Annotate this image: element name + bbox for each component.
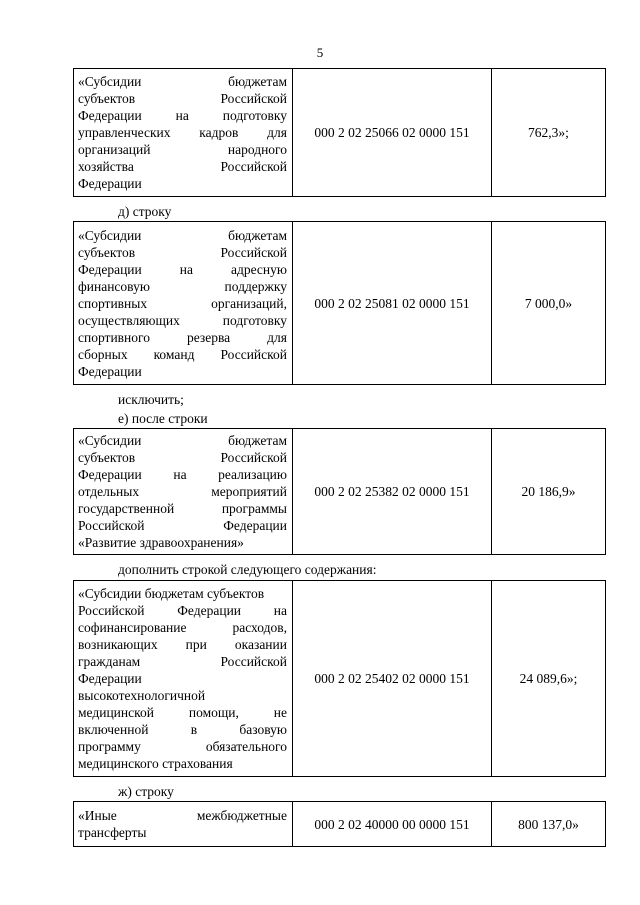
name-word: медицинского страхования: [78, 756, 233, 771]
name-word: Российской: [78, 518, 145, 533]
name-line: [78, 329, 287, 346]
name-word: медицинской: [78, 705, 154, 720]
amount-value: 24 089,6»;: [492, 581, 606, 777]
name-word: программу: [78, 739, 141, 754]
name-word: Федерации: [78, 363, 142, 379]
name-word: сборных: [78, 346, 128, 362]
name-word: при: [185, 637, 207, 652]
budget-item-name: [74, 69, 293, 197]
name-word: базовую: [239, 722, 287, 737]
name-word: поддержку: [224, 278, 287, 294]
amount-value: 800 137,0»: [492, 802, 606, 847]
instruction-text: ж) строку: [118, 784, 174, 799]
name-word: программы: [221, 501, 287, 516]
name-word: для: [267, 329, 287, 345]
budget-classification-code: 000 2 02 25382 02 0000 151: [293, 429, 492, 555]
name-word: народного: [227, 142, 287, 157]
name-line: [78, 670, 287, 687]
name-word: в: [190, 722, 198, 737]
budget-classification-code: 000 2 02 25402 02 0000 151: [293, 581, 492, 777]
name-word: Федерации: [78, 261, 142, 277]
budget-table: [73, 68, 606, 197]
budget-classification-code: 000 2 02 40000 00 0000 151: [293, 802, 492, 847]
page-number: 5: [316, 45, 324, 60]
name-line: [78, 636, 287, 653]
instruction-text: дополнить строкой следующего содержания:: [118, 562, 377, 577]
name-word: субъектов: [78, 91, 136, 106]
name-word: финансовую: [78, 278, 150, 294]
name-word: спортивных: [78, 295, 148, 311]
name-word: Российской: [220, 450, 287, 465]
table-row: [74, 802, 606, 847]
name-word: Федерации: [78, 467, 142, 482]
name-line: [78, 312, 287, 329]
name-line: [78, 721, 287, 738]
name-line: [78, 466, 287, 483]
name-line: [78, 261, 287, 278]
name-word: на: [273, 603, 287, 618]
name-line: [78, 483, 287, 500]
name-word: включенной: [78, 722, 149, 737]
name-word: бюджетам: [228, 74, 287, 89]
name-word: Федерации: [78, 176, 142, 191]
instruction-text: д) строку: [118, 204, 172, 219]
name-word: гражданам: [78, 654, 141, 669]
name-line: [78, 738, 287, 755]
budget-item-name: [74, 429, 293, 555]
name-line: [78, 449, 287, 466]
name-line: [78, 534, 287, 551]
name-word: кадров: [199, 125, 239, 140]
budget-table: [73, 801, 606, 847]
budget-item-name: [74, 222, 293, 385]
name-word: адресную: [230, 261, 287, 277]
name-line: [78, 517, 287, 534]
amount-value: 7 000,0»: [492, 222, 606, 385]
name-word: обязательного: [205, 739, 287, 754]
instruction-text: е) после строки: [118, 411, 208, 426]
amount-value: 762,3»;: [492, 69, 606, 197]
name-line: [78, 585, 287, 602]
name-word: мероприятий: [211, 484, 287, 499]
table-row: [74, 429, 606, 555]
name-word: высокотехнологичной: [78, 688, 206, 703]
name-word: резерва: [186, 329, 231, 345]
name-line: [78, 175, 287, 192]
name-word: не: [273, 705, 287, 720]
name-line: [78, 602, 287, 619]
name-line: [78, 107, 287, 124]
name-word: Федерации: [78, 671, 142, 686]
name-word: Федерации: [78, 108, 142, 123]
name-word: субъектов: [78, 244, 136, 260]
name-word: Российской: [78, 603, 145, 618]
budget-classification-code: 000 2 02 25081 02 0000 151: [293, 222, 492, 385]
name-word: Федерации: [223, 518, 287, 533]
name-word: для: [267, 125, 287, 140]
name-line: [78, 653, 287, 670]
name-line: [78, 346, 287, 363]
name-line: [78, 704, 287, 721]
name-word: оказании: [234, 637, 287, 652]
name-word: бюджетам: [228, 433, 287, 448]
name-word: организаций,: [211, 295, 287, 311]
name-line: [78, 755, 287, 772]
name-line: [78, 158, 287, 175]
instruction-text: исключить;: [118, 392, 184, 407]
name-line: [78, 363, 287, 380]
budget-table: [73, 221, 606, 385]
name-line: [78, 500, 287, 517]
budget-classification-code: 000 2 02 25066 02 0000 151: [293, 69, 492, 197]
name-word: «Субсидии: [78, 433, 142, 448]
amount-value: 20 186,9»: [492, 429, 606, 555]
name-line: [78, 295, 287, 312]
name-word: межбюджетные: [196, 808, 287, 823]
name-word: подготовку: [222, 108, 287, 123]
name-word: хозяйства: [78, 159, 134, 174]
name-word: Российской: [220, 159, 287, 174]
name-word: трансферты: [78, 825, 147, 840]
name-word: «Субсидии: [78, 227, 142, 243]
name-word: «Субсидии: [78, 74, 142, 89]
name-word: Российской: [220, 91, 287, 106]
name-word: «Иные: [78, 808, 117, 823]
name-line: [78, 227, 287, 244]
name-word: осуществляющих: [78, 312, 180, 328]
name-word: помощи,: [188, 705, 239, 720]
name-word: Российской: [220, 654, 287, 669]
name-line: [78, 244, 287, 261]
name-word: управленческих: [78, 125, 171, 140]
name-line: [78, 278, 287, 295]
name-word: отдельных: [78, 484, 140, 499]
name-word: на: [175, 108, 189, 123]
name-line: [78, 432, 287, 449]
name-line: [78, 141, 287, 158]
name-word: субъектов: [78, 450, 136, 465]
name-word: спортивного: [78, 329, 150, 345]
table-row: [74, 222, 606, 385]
name-word: Российской: [220, 346, 287, 362]
name-line: [78, 73, 287, 90]
name-word: расходов,: [232, 620, 287, 635]
name-line: [78, 824, 287, 841]
name-word: подготовку: [222, 312, 287, 328]
name-word: организаций: [78, 142, 151, 157]
name-word: реализацию: [218, 467, 287, 482]
name-word: Российской: [220, 244, 287, 260]
name-word: на: [173, 467, 187, 482]
name-word: возникающих: [78, 637, 158, 652]
name-word: команд: [153, 346, 195, 362]
name-line: [78, 124, 287, 141]
name-word: «Развитие здравоохранения»: [78, 535, 244, 550]
name-word: государственной: [78, 501, 175, 516]
name-line: [78, 90, 287, 107]
name-line: [78, 687, 287, 704]
name-line: [78, 807, 287, 824]
name-word: «Субсидии бюджетам субъектов: [78, 586, 265, 601]
name-word: Федерации: [177, 603, 242, 618]
budget-item-name: [74, 802, 293, 847]
table-row: [74, 581, 606, 777]
name-word: софинансирование: [78, 620, 187, 635]
name-word: на: [179, 261, 193, 277]
table-row: [74, 69, 606, 197]
budget-table: [73, 428, 606, 555]
name-line: [78, 619, 287, 636]
budget-table: [73, 580, 606, 777]
budget-item-name: [74, 581, 293, 777]
name-word: бюджетам: [228, 227, 287, 243]
